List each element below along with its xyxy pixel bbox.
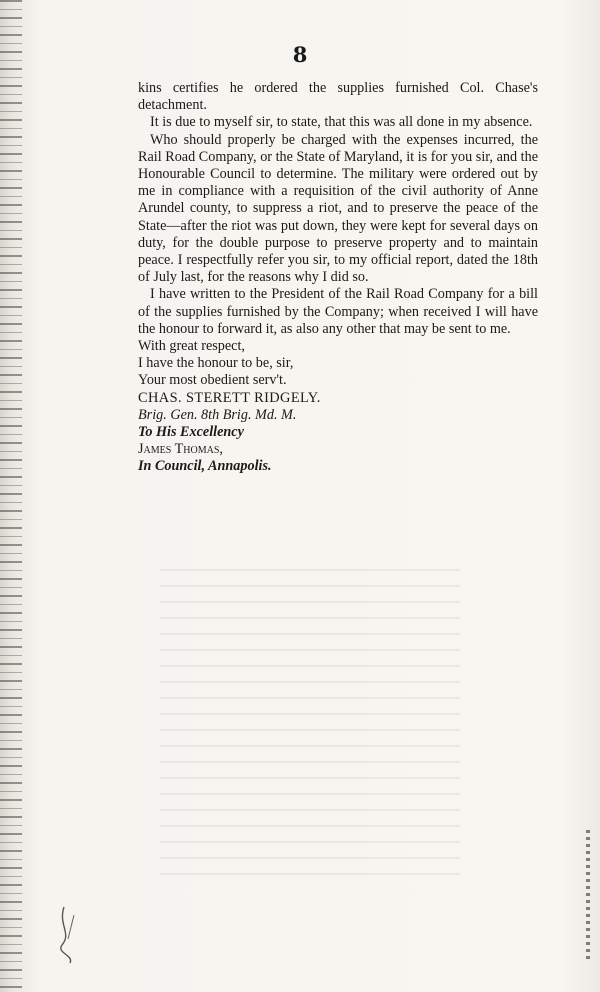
address-location: In Council, Annapolis. — [138, 458, 272, 475]
paragraph-expenses: Who should properly be charged with the expenses incurred, the Rail Road Company, or the State of Maryland, it is for you sir, and the Honourable Council to determine. The military were ordered out by me in compliance with a requisition of the civil authority of Anne Arundel county, to suppress a riot, and to preserve the peace of the State—after the riot was put down, they were kept for several days on duty, for the double purpose to preserve property and to maintain peace. I respectfully refer you sir, to my official report, dated the 18th of July last, for the reasons why I did so. — [138, 131, 538, 286]
signature-name: CHAS. STERETT RIDGELY. — [138, 389, 321, 406]
show-through-text — [160, 555, 460, 885]
address-excellency: To His Excellency — [138, 424, 244, 441]
closing-servant: Your most obedient serv't. — [138, 372, 287, 389]
letter-body — [138, 80, 538, 476]
paragraph-absence: It is due to myself sir, to state, that this was all done in my absence. — [150, 114, 533, 131]
binding-edge — [0, 0, 22, 992]
page-number: 8 — [292, 42, 308, 67]
pencil-mark — [54, 905, 84, 965]
paragraph-bill: I have written to the President of the Rail Road Company for a bill of the supplies furnished by the Company; when received I will have the honour to forward it, as also any other that may be sent to me. — [138, 286, 538, 337]
closing-respect: With great respect, — [138, 338, 245, 355]
address-recipient: James Thomas, — [138, 441, 223, 458]
page-edge-marks — [586, 830, 590, 960]
signature-rank: Brig. Gen. 8th Brig. Md. M. — [138, 406, 297, 423]
closing-honour: I have the honour to be, sir, — [138, 355, 294, 372]
paragraph-continuation: kins certifies he ordered the supplies furnished Col. Chase's detachment. — [138, 80, 538, 114]
